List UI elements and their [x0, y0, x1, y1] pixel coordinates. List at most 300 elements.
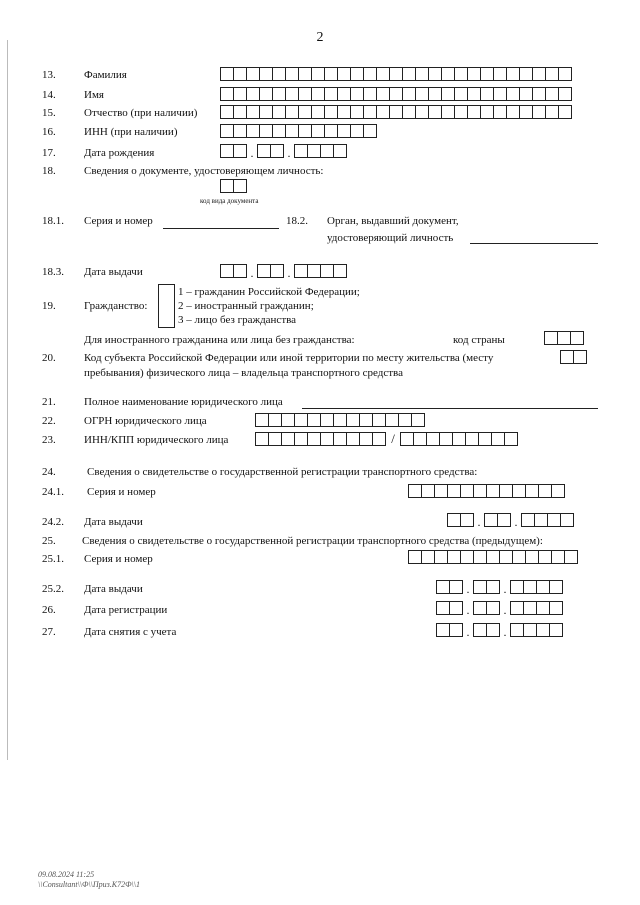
year-cells[interactable] [510, 580, 563, 594]
month-cells[interactable] [473, 623, 500, 637]
input-cell[interactable] [285, 67, 299, 81]
series-number-line[interactable] [163, 228, 279, 229]
input-cell[interactable] [499, 484, 513, 498]
input-cell[interactable] [311, 124, 325, 138]
row-24-1-number: 24.1. [42, 486, 64, 498]
input-cell[interactable] [449, 623, 463, 637]
input-cell[interactable] [538, 550, 552, 564]
input-cell[interactable] [402, 67, 416, 81]
row-15-number: 15. [42, 107, 56, 119]
page-number: 2 [316, 30, 324, 45]
month-cells[interactable] [257, 144, 284, 158]
input-cell[interactable] [324, 105, 338, 119]
region-code-field[interactable] [560, 350, 587, 364]
input-cell[interactable] [294, 432, 308, 446]
input-cell[interactable] [398, 413, 412, 427]
date-separator: . [287, 146, 291, 160]
input-cell[interactable] [413, 432, 427, 446]
input-cell[interactable] [473, 484, 487, 498]
input-cell[interactable] [538, 484, 552, 498]
input-cell[interactable] [220, 179, 234, 193]
row-17-label: Дата рождения [84, 147, 155, 159]
input-cell[interactable] [255, 432, 269, 446]
input-cell[interactable] [402, 105, 416, 119]
citizenship-option-2: 2 – иностранный гражданин; [178, 300, 314, 312]
row-26-label: Дата регистрации [84, 604, 168, 616]
input-cell[interactable] [372, 413, 386, 427]
input-cell[interactable] [473, 580, 487, 594]
input-cell[interactable] [259, 67, 273, 81]
input-cell[interactable] [233, 87, 247, 101]
input-cell[interactable] [439, 432, 453, 446]
input-cell[interactable] [465, 432, 479, 446]
input-cell[interactable] [512, 550, 526, 564]
legal-entity-name-line[interactable] [302, 408, 598, 409]
document-type-code-field[interactable] [220, 179, 247, 193]
input-cell[interactable] [460, 484, 474, 498]
input-cell[interactable] [473, 601, 487, 615]
input-cell[interactable] [298, 87, 312, 101]
input-cell[interactable] [510, 580, 524, 594]
input-cell[interactable] [363, 124, 377, 138]
input-cell[interactable] [478, 432, 492, 446]
input-cell[interactable] [428, 87, 442, 101]
input-cell[interactable] [307, 144, 321, 158]
row-18-label: Сведения о документе, удостоверяющем личность: [84, 165, 324, 177]
date-separator: . [250, 146, 254, 160]
input-cell[interactable] [426, 432, 440, 446]
input-cell[interactable] [268, 432, 282, 446]
row-24-1-label: Серия и номер [87, 486, 156, 498]
input-cell[interactable] [333, 264, 347, 278]
row-25-1-number: 25.1. [42, 553, 64, 565]
input-cell[interactable] [549, 623, 563, 637]
registration-cert-series-field[interactable] [408, 484, 565, 498]
input-cell[interactable] [259, 87, 273, 101]
input-cell[interactable] [337, 105, 351, 119]
input-cell[interactable] [436, 580, 450, 594]
year-cells[interactable] [510, 601, 563, 615]
input-cell[interactable] [447, 550, 461, 564]
footer-path: \\Consultant\\Ф\\Приз.К72Ф\\1 [38, 880, 140, 889]
input-cell[interactable] [486, 580, 500, 594]
row-21-label: Полное наименование юридического лица [84, 396, 283, 408]
year-cells[interactable] [294, 264, 347, 278]
input-cell[interactable] [272, 67, 286, 81]
country-code-field[interactable] [544, 331, 584, 345]
input-cell[interactable] [564, 550, 578, 564]
input-cell[interactable] [389, 87, 403, 101]
input-cell[interactable] [415, 105, 429, 119]
input-cell[interactable] [298, 124, 312, 138]
input-cell[interactable] [504, 432, 518, 446]
input-cell[interactable] [421, 484, 435, 498]
input-cell[interactable] [454, 105, 468, 119]
input-cell[interactable] [246, 105, 260, 119]
input-cell[interactable] [557, 331, 571, 345]
input-cell[interactable] [233, 105, 247, 119]
kpp-cells[interactable] [400, 432, 518, 446]
input-cell[interactable] [521, 513, 535, 527]
input-cell[interactable] [493, 105, 507, 119]
input-cell[interactable] [233, 67, 247, 81]
input-cell[interactable] [544, 331, 558, 345]
year-cells[interactable] [510, 623, 563, 637]
day-cells[interactable] [436, 601, 463, 615]
input-cell[interactable] [359, 413, 373, 427]
input-cell[interactable] [220, 67, 234, 81]
registration-cert-date-field[interactable] [447, 513, 574, 527]
input-cell[interactable] [493, 87, 507, 101]
input-cell[interactable] [486, 484, 500, 498]
input-cell[interactable] [333, 432, 347, 446]
input-cell[interactable] [484, 513, 498, 527]
date-separator: . [514, 515, 518, 529]
input-cell[interactable] [233, 124, 247, 138]
input-cell[interactable] [441, 67, 455, 81]
input-cell[interactable] [558, 67, 572, 81]
input-cell[interactable] [545, 105, 559, 119]
input-cell[interactable] [324, 124, 338, 138]
month-cells[interactable] [473, 580, 500, 594]
input-cell[interactable] [558, 105, 572, 119]
input-cell[interactable] [257, 264, 271, 278]
month-cells[interactable] [484, 513, 511, 527]
row-25-number: 25. [42, 535, 56, 547]
input-cell[interactable] [449, 601, 463, 615]
input-cell[interactable] [467, 105, 481, 119]
input-cell[interactable] [415, 87, 429, 101]
input-cell[interactable] [346, 432, 360, 446]
input-cell[interactable] [532, 67, 546, 81]
input-cell[interactable] [376, 105, 390, 119]
year-cells[interactable] [521, 513, 574, 527]
input-cell[interactable] [220, 105, 234, 119]
input-cell[interactable] [534, 513, 548, 527]
input-cell[interactable] [350, 87, 364, 101]
input-cell[interactable] [491, 432, 505, 446]
input-cell[interactable] [454, 87, 468, 101]
input-cell[interactable] [359, 432, 373, 446]
row-23-number: 23. [42, 434, 56, 446]
input-cell[interactable] [536, 580, 550, 594]
input-cell[interactable] [523, 601, 537, 615]
input-cell[interactable] [285, 87, 299, 101]
date-separator: . [287, 266, 291, 280]
input-cell[interactable] [510, 601, 524, 615]
input-cell[interactable] [536, 601, 550, 615]
day-cells[interactable] [220, 264, 247, 278]
row-26-number: 26. [42, 604, 56, 616]
row-18-2-label: Орган, выдавший документ, [327, 215, 459, 227]
input-cell[interactable] [551, 550, 565, 564]
input-cell[interactable] [486, 601, 500, 615]
input-cell[interactable] [551, 484, 565, 498]
row-14-number: 14. [42, 89, 56, 101]
input-cell[interactable] [421, 550, 435, 564]
input-cell[interactable] [220, 144, 234, 158]
row-20-number: 20. [42, 352, 56, 364]
input-cell[interactable] [512, 484, 526, 498]
input-cell[interactable] [281, 413, 295, 427]
input-cell[interactable] [436, 623, 450, 637]
input-cell[interactable] [519, 87, 533, 101]
input-cell[interactable] [320, 264, 334, 278]
input-cell[interactable] [473, 550, 487, 564]
input-cell[interactable] [486, 623, 500, 637]
row-18-3-label: Дата выдачи [84, 266, 143, 278]
input-cell[interactable] [311, 105, 325, 119]
input-cell[interactable] [428, 105, 442, 119]
row-27-label: Дата снятия с учета [84, 626, 177, 638]
inn-kpp-separator: / [391, 431, 395, 446]
row-27-number: 27. [42, 626, 56, 638]
birth-date-field[interactable] [220, 144, 347, 158]
input-cell[interactable] [480, 105, 494, 119]
input-cell[interactable] [255, 413, 269, 427]
input-cell[interactable] [389, 105, 403, 119]
input-cell[interactable] [389, 67, 403, 81]
input-cell[interactable] [493, 67, 507, 81]
row-21-number: 21. [42, 396, 56, 408]
day-cells[interactable] [220, 144, 247, 158]
input-cell[interactable] [570, 331, 584, 345]
input-cell[interactable] [363, 67, 377, 81]
input-cell[interactable] [294, 413, 308, 427]
date-separator: . [466, 582, 470, 596]
previous-cert-date-field[interactable] [436, 580, 563, 594]
input-cell[interactable] [510, 623, 524, 637]
country-code-label: код страны [453, 334, 505, 346]
input-cell[interactable] [320, 413, 334, 427]
first-name-field[interactable] [220, 87, 572, 101]
input-cell[interactable] [298, 105, 312, 119]
input-cell[interactable] [447, 513, 461, 527]
input-cell[interactable] [480, 87, 494, 101]
input-cell[interactable] [547, 513, 561, 527]
input-cell[interactable] [220, 124, 234, 138]
input-cell[interactable] [376, 87, 390, 101]
registration-date-field[interactable] [436, 601, 563, 615]
input-cell[interactable] [324, 87, 338, 101]
date-separator: . [503, 625, 507, 639]
input-cell[interactable] [220, 87, 234, 101]
input-cell[interactable] [270, 144, 284, 158]
input-cell[interactable] [294, 144, 308, 158]
row-13-number: 13. [42, 69, 56, 81]
input-cell[interactable] [272, 105, 286, 119]
patronymic-field[interactable] [220, 105, 572, 119]
input-cell[interactable] [350, 105, 364, 119]
row-18-number: 18. [42, 165, 56, 177]
input-cell[interactable] [333, 144, 347, 158]
input-cell[interactable] [473, 623, 487, 637]
input-cell[interactable] [545, 87, 559, 101]
input-cell[interactable] [560, 350, 574, 364]
input-cell[interactable] [400, 432, 414, 446]
input-cell[interactable] [549, 580, 563, 594]
row-22-label: ОГРН юридического лица [84, 415, 207, 427]
input-cell[interactable] [246, 124, 260, 138]
input-cell[interactable] [558, 87, 572, 101]
year-cells[interactable] [294, 144, 347, 158]
input-cell[interactable] [376, 67, 390, 81]
input-cell[interactable] [307, 264, 321, 278]
input-cell[interactable] [285, 124, 299, 138]
input-cell[interactable] [447, 484, 461, 498]
input-cell[interactable] [233, 179, 247, 193]
input-cell[interactable] [486, 550, 500, 564]
citizenship-option-3: 3 – лицо без гражданства [178, 314, 297, 326]
input-cell[interactable] [480, 67, 494, 81]
date-separator: . [503, 603, 507, 617]
input-cell[interactable] [294, 264, 308, 278]
input-cell[interactable] [499, 550, 513, 564]
input-cell[interactable] [337, 67, 351, 81]
input-cell[interactable] [452, 432, 466, 446]
input-cell[interactable] [460, 550, 474, 564]
row-16-number: 16. [42, 126, 56, 138]
input-cell[interactable] [519, 105, 533, 119]
input-cell[interactable] [311, 67, 325, 81]
row-25-label: Сведения о свидетельстве о государственной регистрации транспортного средства (предыдущем): [82, 535, 543, 547]
input-cell[interactable] [363, 105, 377, 119]
row-15-label: Отчество (при наличии) [84, 107, 198, 119]
day-cells[interactable] [436, 623, 463, 637]
input-cell[interactable] [506, 105, 520, 119]
input-cell[interactable] [311, 87, 325, 101]
input-cell[interactable] [281, 432, 295, 446]
row-24-label: Сведения о свидетельстве о государственной регистрации транспортного средства: [87, 466, 478, 478]
day-cells[interactable] [436, 580, 463, 594]
day-cells[interactable] [447, 513, 474, 527]
input-cell[interactable] [536, 623, 550, 637]
input-cell[interactable] [411, 413, 425, 427]
row-24-2-number: 24.2. [42, 516, 64, 528]
input-cell[interactable] [519, 67, 533, 81]
input-cell[interactable] [441, 105, 455, 119]
input-cell[interactable] [532, 87, 546, 101]
input-cell[interactable] [233, 264, 247, 278]
document-issue-date-field[interactable] [220, 264, 347, 278]
input-cell[interactable] [307, 432, 321, 446]
row-25-1-label: Серия и номер [84, 553, 153, 565]
input-cell[interactable] [385, 413, 399, 427]
row-18-3-number: 18.3. [42, 266, 64, 278]
row-19-number: 19. [42, 300, 56, 312]
input-cell[interactable] [268, 413, 282, 427]
input-cell[interactable] [363, 87, 377, 101]
input-cell[interactable] [246, 67, 260, 81]
input-cell[interactable] [449, 580, 463, 594]
row-25-2-number: 25.2. [42, 583, 64, 595]
input-cell[interactable] [506, 67, 520, 81]
input-cell[interactable] [525, 484, 539, 498]
input-cell[interactable] [467, 87, 481, 101]
row-18-1-number: 18.1. [42, 215, 64, 227]
issuing-authority-line[interactable] [470, 243, 598, 244]
input-cell[interactable] [402, 87, 416, 101]
input-cell[interactable] [523, 623, 537, 637]
input-cell[interactable] [337, 87, 351, 101]
input-cell[interactable] [270, 264, 284, 278]
input-cell[interactable] [346, 413, 360, 427]
ogrn-field[interactable] [255, 413, 425, 427]
footer-timestamp: 09.08.2024 11:25 [38, 870, 95, 879]
surname-field[interactable] [220, 67, 572, 81]
foreign-label: Для иностранного гражданина или лица без гражданства: [84, 334, 355, 346]
input-cell[interactable] [259, 124, 273, 138]
previous-cert-series-field[interactable] [408, 550, 578, 564]
input-cell[interactable] [523, 580, 537, 594]
row-16-label: ИНН (при наличии) [84, 126, 178, 138]
input-cell[interactable] [549, 601, 563, 615]
row-18-2-number: 18.2. [286, 215, 308, 227]
input-cell[interactable] [320, 144, 334, 158]
inn-kpp-field[interactable] [255, 432, 518, 446]
input-cell[interactable] [320, 432, 334, 446]
input-cell[interactable] [441, 87, 455, 101]
input-cell[interactable] [506, 87, 520, 101]
input-cell[interactable] [324, 67, 338, 81]
row-13-label: Фамилия [84, 69, 127, 81]
input-cell[interactable] [408, 550, 422, 564]
input-cell[interactable] [532, 105, 546, 119]
date-separator: . [466, 603, 470, 617]
input-cell[interactable] [272, 87, 286, 101]
input-cell[interactable] [467, 67, 481, 81]
input-cell[interactable] [307, 413, 321, 427]
input-cell[interactable] [272, 124, 286, 138]
month-cells[interactable] [257, 264, 284, 278]
date-separator: . [466, 625, 470, 639]
input-cell[interactable] [436, 601, 450, 615]
row-20-label: Код субъекта Российской Федерации или иной территории по месту жительства (месту [84, 352, 494, 364]
input-cell[interactable] [233, 144, 247, 158]
input-cell[interactable] [434, 550, 448, 564]
input-cell[interactable] [285, 105, 299, 119]
input-cell[interactable] [408, 484, 422, 498]
input-cell[interactable] [545, 67, 559, 81]
inn-field[interactable] [220, 124, 377, 138]
input-cell[interactable] [259, 105, 273, 119]
input-cell[interactable] [350, 67, 364, 81]
input-cell[interactable] [497, 513, 511, 527]
deregistration-date-field[interactable] [436, 623, 563, 637]
input-cell[interactable] [372, 432, 386, 446]
input-cell[interactable] [298, 67, 312, 81]
input-cell[interactable] [434, 484, 448, 498]
input-cell[interactable] [333, 413, 347, 427]
month-cells[interactable] [473, 601, 500, 615]
input-cell[interactable] [428, 67, 442, 81]
input-cell[interactable] [525, 550, 539, 564]
input-cell[interactable] [560, 513, 574, 527]
input-cell[interactable] [454, 67, 468, 81]
input-cell[interactable] [337, 124, 351, 138]
input-cell[interactable] [246, 87, 260, 101]
legal-inn-cells[interactable] [255, 432, 386, 446]
input-cell[interactable] [573, 350, 587, 364]
citizenship-code-box[interactable] [158, 284, 175, 328]
input-cell[interactable] [220, 264, 234, 278]
input-cell[interactable] [257, 144, 271, 158]
row-18-1-label: Серия и номер [84, 215, 153, 227]
input-cell[interactable] [415, 67, 429, 81]
citizenship-option-1: 1 – гражданин Российской Федерации; [178, 286, 360, 298]
input-cell[interactable] [350, 124, 364, 138]
input-cell[interactable] [460, 513, 474, 527]
